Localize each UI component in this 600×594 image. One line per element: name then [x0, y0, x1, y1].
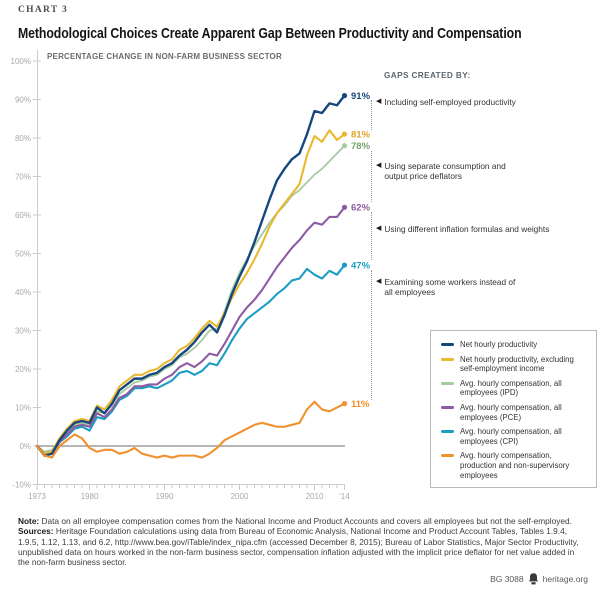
x-tick-label: 2000 — [230, 492, 249, 501]
note-sources-block — [18, 516, 584, 567]
y-tick-label: 50% — [14, 249, 31, 259]
legend-label: Avg. hourly compensation, all employees (CPI) — [460, 427, 562, 446]
x-tick-label: 1990 — [155, 492, 174, 501]
series-end-label: 91% — [351, 90, 371, 102]
note-paragraph — [18, 516, 584, 526]
legend-item — [441, 379, 590, 398]
annotation-text: Using separate consumption and output price deflators — [384, 161, 506, 181]
y-tick-label: 80% — [14, 133, 31, 143]
series-end-dot — [342, 205, 347, 210]
series-end-label: 62% — [351, 202, 371, 214]
series-end-label: 47% — [351, 260, 371, 272]
annotation-some-workers — [376, 277, 519, 297]
sources-text: Heritage Foundation calculations using data from Bureau of Economic Analysis, National Income and Product Account Tables, Tables 1.9.4, 1.9.5, 1.12, 1.13, and 6.2, http://www.bea.gov/iTable/index_nipa.cfm (accessed December 8, 2015); Bureau of Labor Statistics, Major Sector Productivity, unpublished data on hours worked in the non-farm business sector, compensation inflation adjusted with the implicit price deflator for net value added in the non-farm business sector. — [18, 526, 579, 568]
left-arrow-icon: ◀ — [376, 98, 382, 105]
legend-label: Net hourly productivity — [460, 340, 538, 349]
left-arrow-icon: ◀ — [376, 225, 382, 232]
sources-paragraph — [18, 526, 584, 567]
gap-dotted-line — [371, 212, 372, 260]
sources-label: Sources: — [18, 526, 54, 537]
series-end-label: 11% — [351, 398, 370, 410]
chart-legend — [430, 330, 597, 488]
site-name: heritage.org — [542, 574, 588, 584]
legend-item — [441, 403, 590, 422]
x-tick-label: 1980 — [80, 492, 99, 501]
annotation-inflation-formulas — [376, 224, 599, 234]
legend-swatch — [441, 406, 454, 409]
legend-label: Avg. hourly compensation, production and non-supervisory employees — [460, 451, 570, 480]
y-tick-label: 0% — [19, 441, 31, 451]
annotation-text: Including self-employed productivity — [384, 97, 516, 107]
legend-swatch — [441, 382, 454, 385]
annotation-text: Examining some workers instead of all employees — [384, 277, 516, 297]
x-tick-label: 2010 — [305, 492, 324, 501]
legend-item — [441, 427, 590, 446]
annotation-self-employed — [376, 97, 594, 107]
left-arrow-icon: ◀ — [376, 162, 382, 169]
heritage-bell-icon — [528, 573, 539, 585]
gap-dotted-line — [371, 151, 372, 202]
x-tick-label: 1973 — [28, 492, 46, 501]
legend-swatch — [441, 430, 454, 433]
series-end-label: 78% — [351, 140, 371, 152]
series-end-dot — [342, 401, 347, 406]
gaps-created-by-heading: GAPS CREATED BY: — [384, 71, 471, 80]
y-tick-label: 100% — [10, 56, 31, 66]
chart-kicker: CHART 3 — [18, 5, 69, 15]
series-line — [37, 146, 345, 452]
series-line — [37, 402, 345, 458]
page-title: Methodological Choices Create Apparent Gap Between Productivity and Compensation — [18, 25, 522, 42]
series-end-dot — [342, 143, 347, 148]
legend-swatch — [441, 454, 454, 457]
series-line — [37, 130, 345, 453]
footer — [490, 573, 588, 585]
y-tick-label: 10% — [14, 403, 31, 413]
gap-dotted-line — [371, 100, 372, 130]
y-tick-label: 90% — [14, 95, 31, 105]
y-tick-label: -10% — [12, 480, 31, 490]
series-line — [37, 96, 345, 456]
annotation-text: Using different inflation formulas and weights — [384, 224, 550, 234]
series-end-dot — [342, 132, 347, 137]
legend-swatch — [441, 343, 454, 346]
x-tick-label: '14 — [339, 492, 350, 501]
y-tick-label: 30% — [14, 326, 31, 336]
legend-swatch — [441, 358, 454, 361]
y-tick-label: 60% — [14, 210, 31, 220]
y-tick-label: 20% — [14, 364, 31, 374]
chart-subtitle: PERCENTAGE CHANGE IN NON-FARM BUSINESS SECTOR — [47, 52, 282, 61]
legend-label: Avg. hourly compensation, all employees (PCE) — [460, 402, 562, 422]
y-tick-label: 40% — [14, 287, 31, 297]
series-end-dot — [342, 93, 347, 98]
legend-item — [441, 340, 590, 350]
legend-item — [441, 355, 590, 374]
note-text: Data on all employee compensation comes from the National Income and Product Accounts and covers all employees but not the self-employed. — [39, 516, 572, 526]
gap-dotted-line — [371, 270, 372, 400]
legend-label: Avg. hourly compensation, all employees (IPD) — [460, 378, 562, 398]
note-label: Note: — [18, 516, 40, 526]
report-id: BG 3088 — [490, 574, 524, 584]
series-line — [37, 207, 345, 453]
legend-label: Net hourly productivity, excluding self-employment income — [460, 354, 574, 374]
legend-item — [441, 451, 590, 480]
annotation-price-deflators — [376, 161, 519, 181]
series-end-dot — [342, 262, 347, 267]
y-tick-label: 70% — [14, 172, 31, 182]
left-arrow-icon: ◀ — [376, 278, 382, 285]
series-line — [37, 265, 345, 456]
series-end-label: 81% — [351, 129, 371, 141]
